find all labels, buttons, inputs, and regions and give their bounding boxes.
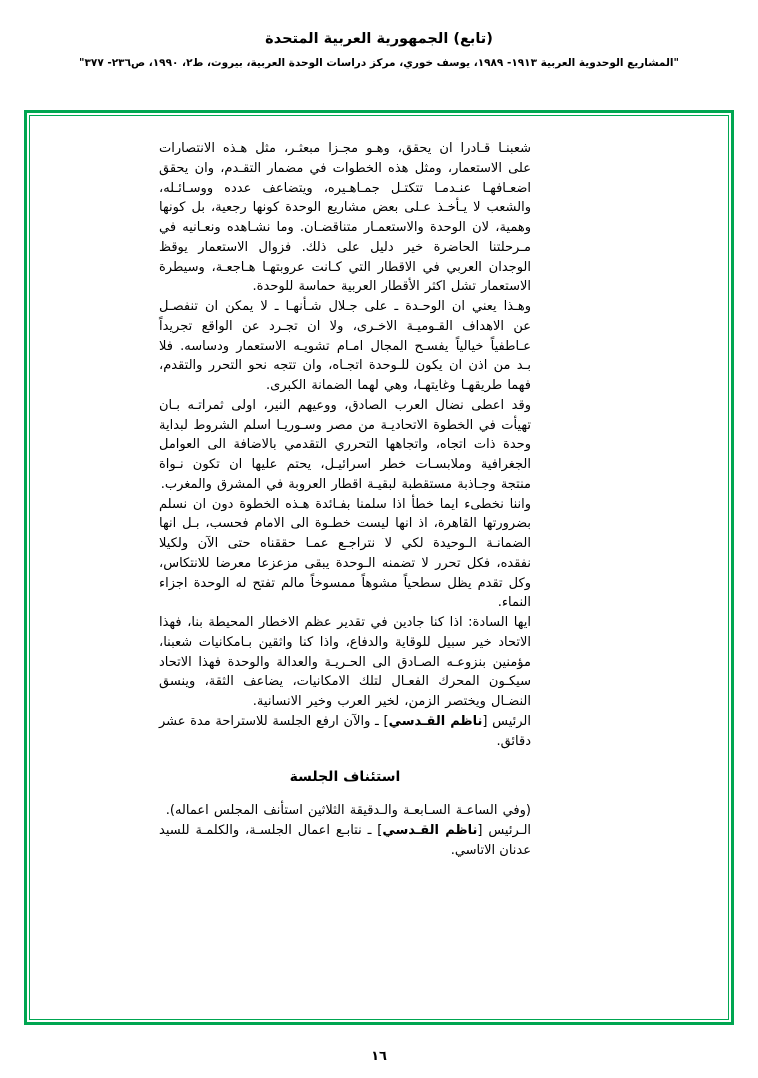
speaker-name-2: ناظم القـدسي — [382, 823, 478, 838]
speaker-line — [159, 712, 531, 752]
paragraph: ايها السادة: اذا كنا جادين في تقدير عظم الاخطار المحيطة بنا، فهذا الاتحاد خير سبيل للوقاية والدفاع، واذا كنا واثقين بـامكانيات شعبنا، مؤمنين بنزوعـه الصـادق الى الحـريـة والعدالة والوحدة فهذا الاتحاد سيكـون المحرك الفعـال لتلك الامكانيات، يضاعف الثقة، وينسق النضـال ويختصر الزمن، لخير العرب وخير الانسانية. — [159, 615, 531, 709]
speaker-line-suffix: ] ـ والآن ارفع الجلسة للاستراحة مدة عشر دقائق. — [159, 713, 531, 749]
text-column — [159, 139, 531, 861]
section-heading: استئناف الجلسة — [289, 769, 401, 786]
speaker-line-2-prefix: الـرئيس [ — [477, 823, 532, 838]
paragraph: وقد اعطى نضال العرب الصادق، ووعيهم النير، اولى ثمراتـه بـان تهيأت في الخطوة الاتحاديـة من مصر وسـوريـا اسلم الشروط لبداية وحدة ذات اتجاه، واتجاهها التحرري التقدمي بالاضافة الى العوامل الجغرافية وملابسـات خطر اسرائيـل، يحتم عليها ان تكون نـواة منتجة وجـاذبة مستقطبة لبقيـة اقطار العروبة في المشرق والمغرب. — [159, 397, 531, 492]
speaker-line-2 — [159, 821, 531, 861]
document-body — [27, 139, 731, 1012]
paragraph: واننا نخطىء ايما خطأ اذا سلمنا بفـائدة هـذه الخطوة دون ان نسلم بضرورتها القاهرة، اذ انها ليست خطـوة الى الامام فحسب، بـل انها الضمانـة الـوحيدة لكي لا نتراجـع عمـا حققناه حتى الآن ولكيلا نفقده، فكل تحرر لا تضمنه الـوحدة يبقى مزعزعا معرضا للانتكاس، وكل تقدم يظل سطحياً مشوهاً ممسوخاً مالم تفتح له الوحدة اجزاء النماء. — [159, 496, 531, 611]
page-number: ١٦ — [371, 1049, 387, 1064]
speaker-line-2-suffix: ] ـ نتابـع اعمال الجلسـة، والكلمـة للسيد عدنان الاتاسي. — [159, 823, 531, 858]
paragraph: وهـذا يعني ان الوحـدة ـ على جـلال شـأنهـا ـ لا يمكن ان تنفصـل عن الاهداف القـوميـة الاخـرى، ولا ان تجـرد عن الواقع تجريداً عـاطفياً خيالياً يفسـح المجال امـام تشويـه الاستعمار ودساسه. فلا بـد من اذن ان يكون للـوحدة اتجـاه، وان تتجه نحو التحرر والتقدم، فهما طريقهـا وغايتهـا، وهي لهما الضمانة الكبرى. — [159, 299, 531, 393]
page-title: (تابع) الجمهورية العربية المتحدة — [265, 31, 493, 47]
speaker-line-prefix: الرئيس [ — [482, 713, 531, 729]
source-citation: "المشاريع الوحدوية العربية ١٩١٣- ١٩٨٩، يوسف خوري، مركز دراسات الوحدة العربية، بيروت، ط٢، ١٩٩٠، ص٢٣٦- ٣٧٧" — [79, 56, 679, 69]
content-frame — [24, 110, 734, 1025]
speaker-name: ناظم القـدسي — [388, 713, 483, 729]
resume-note: (وفي الساعـة السـابعـة والـدقيقة الثلاثين استأنف المجلس اعماله). — [165, 803, 531, 819]
page-header — [0, 0, 758, 70]
paragraph: شعبنـا قـادرا ان يحقق، وهـو مجـزا مبعثـر، مثل هـذه الانتصارات على الاستعمار، ومثل هذه الخطوات في مضمار التقـدم، وان يحقق اضعـافهـا عنـدمـا تتكتـل جمـاهـيره، ويتضاعف عدده ووسـائـله، والشعب لا يـأخـذ عـلى بعض مشاريع الوحدة كونها رجعية، بل كونها وهمية، لان الوحدة والاستعمـار متناقضـان. وما نشـاهده ونعـانيه في مـرحلتنا الحاضرة خير دليل على ذلك. فزوال الاستعمار يوقظ الوجدان العربي في الاقطار التي كـانت عروبتهـا هـاجعـة، وسيطرة الاستعمار تشل اكثر الأقطار العربية حماسة للوحدة. — [159, 141, 531, 295]
